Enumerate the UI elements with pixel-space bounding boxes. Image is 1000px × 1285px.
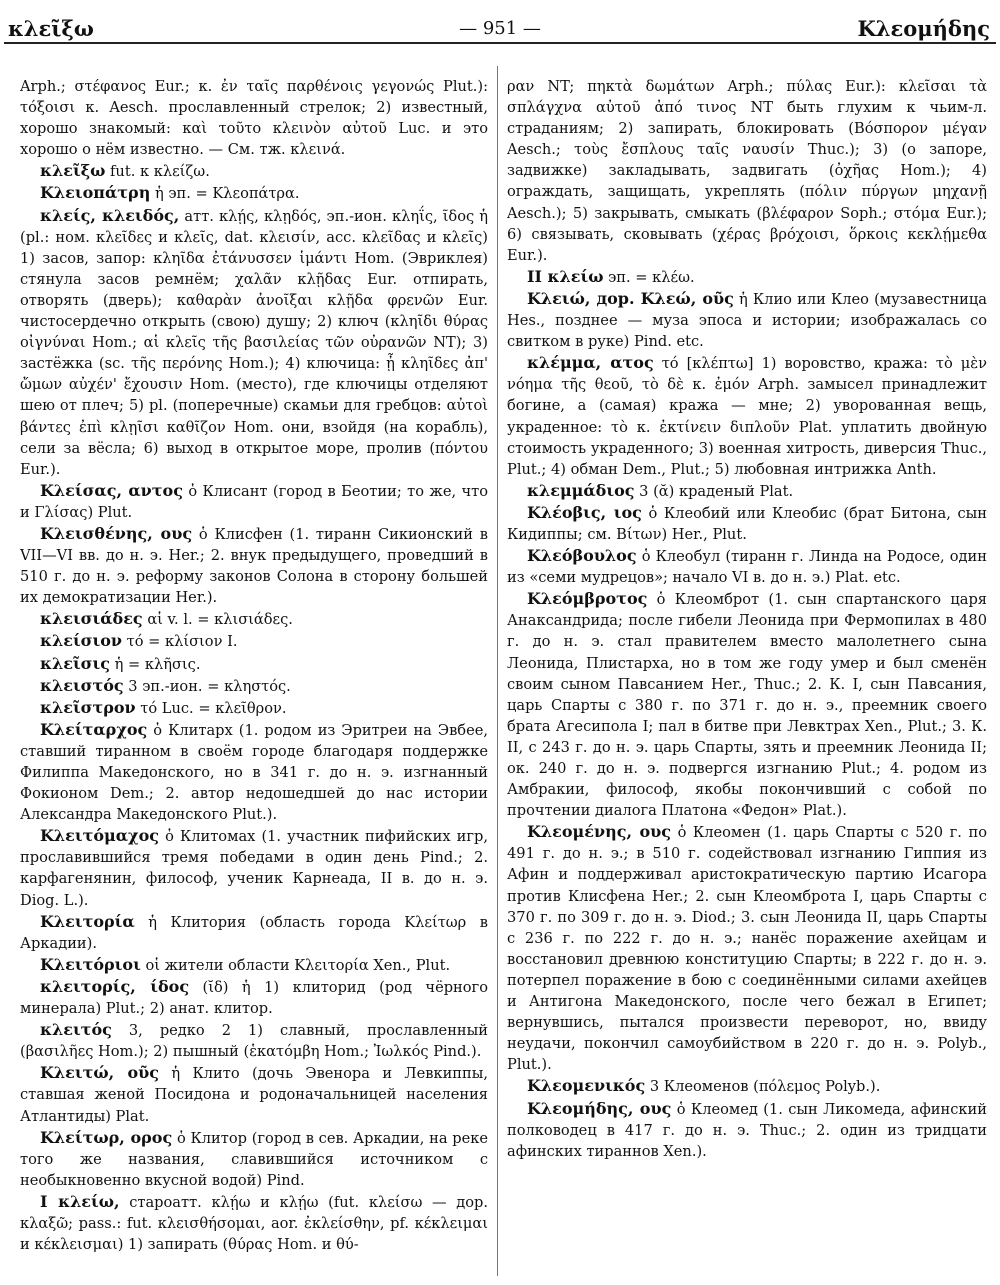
entry-text: ὁ Клитарх (1. родом из Эритреи на Эвбее, ставший тиранном в своём городе благодаря поддержке Филиппа Македонского, но в 341 г. до н. э. изгнанный Фокионом Dem.; 2. автор недошедшей до нас истории Александра Македонского Plut.). xyxy=(20,721,488,824)
entry-text: fut. к κλείζω. xyxy=(110,163,210,181)
entry-headword: Κλειτόμαχος xyxy=(40,826,159,846)
dictionary-entry xyxy=(20,675,488,697)
dictionary-entry xyxy=(20,825,488,910)
entry-headword: Κλεόβουλος xyxy=(527,546,637,566)
dictionary-entry xyxy=(20,1127,488,1191)
dictionary-entry xyxy=(507,76,987,266)
dictionary-entry xyxy=(20,182,488,204)
entry-text: ὁ Клисант (город в Беотии; то же, что и Γλίσας) Plut. xyxy=(20,482,488,521)
entry-headword: Κλείταρχος xyxy=(40,719,148,739)
dictionary-entry xyxy=(507,352,987,480)
dictionary-entry xyxy=(507,288,987,352)
left-column xyxy=(20,76,488,1276)
entry-text: τό [κλέπτω] 1) воровство, кража: τὸ μὲν νόημα τῆς θεοῦ, τὸ δὲ κ. ἐμόν Arph. замысел принадлежит богине, а (самая) кража — мне; 2) уворованная вещь, украденное: τὸ κ. ἐκτίνειν διπλοῦν Plat. уплатить двойную стоимость украденного; 3) военная хитрость, диверсия Thuc., Plut.; 4) обман Dem., Plut.; 5) любовная интрижка Anth. xyxy=(507,355,987,478)
dictionary-entry xyxy=(20,480,488,523)
entry-text: οἱ жители области Κλειτορία Xen., Plut. xyxy=(145,956,451,974)
entry-headword: Κλεόμβροτος xyxy=(527,589,648,609)
page-number: — 951 — xyxy=(459,18,541,39)
entry-headword: Κλείτωρ, ορος xyxy=(40,1127,173,1147)
dictionary-entry xyxy=(20,523,488,608)
entry-headword: Κλειοπάτρη xyxy=(40,183,151,203)
dictionary-entry xyxy=(20,1019,488,1062)
entry-text: эп. = κλέω. xyxy=(608,268,695,286)
entry-headword: κλεῖξω xyxy=(40,161,106,181)
entry-headword: κλεῖσις xyxy=(40,653,110,673)
entry-text: ὁ Клисфен (1. тиранн Сикионский в VII—VI вв. до н. э. Her.; 2. внук предыдущего, проведший в 510 г. до н. э. реформу законов Солона в сторону большей их демократизации Her.). xyxy=(20,525,488,607)
dictionary-entry xyxy=(20,954,488,976)
entry-text: атт. κλῄς, κλῃδός, эп.-ион. κληΐς, ῖδος ἡ (pl.: ном. κλεῖδες и κλεῖς, dat. κλεισίν, acc. κλεῖδας и κλεῖς) 1) засов, запор: κληῖδα ἐτάνυσσεν ἱμάντι Hom. (Эвриклея) стянула засов ремнём; χαλᾶν κλῇδας Eur. отпирать, отворять (дверь); καθαρὰν ἀνοῖξαι κλῇδα φρενῶν Eur. чистосердечно открыть (свою) душу; 2) ключ (κληῖδι θύρας οἰγνύναι Hom.; αἱ κλεῖς τῆς βασιλείας τῶν οὐρανῶν NT); 3) застёжка (sc. τῆς περόνης Hom.); 4) ключица: ᾗ κληῖδες ἀπ' ὤμων αὐχέν' ἔχουσιν Hom. (место), где ключицы отделяют шею от плеч; 5) pl. (поперечные) скамьи для гребцов: αὐτοὶ βάντες ἐπὶ κλῃῖσι καθῖζον Hom. они, взойдя (на корабль), сели за вёсла; 6) выход в открытое море, пролив (πόντου Eur.). xyxy=(20,207,488,478)
entry-text: (ῐδ) ἡ 1) клиторид (род чёрного минерала) Plut.; 2) анат. клитор. xyxy=(20,978,488,1018)
entry-headword: Κλεομενικός xyxy=(527,1076,646,1096)
dictionary-entry xyxy=(507,545,987,588)
header-rule xyxy=(4,42,996,44)
entry-text: ὁ Клитомах (1. участник пифийских игр, прославившийся тремя победами в один день Pind.; 2. карфагенянин, философ, ученик Карнеада, II в. до н. э. Diog. L.). xyxy=(20,828,488,909)
dictionary-entry xyxy=(20,697,488,719)
dictionary-entry xyxy=(20,630,488,652)
dictionary-entry xyxy=(20,653,488,675)
entry-headword: Κλεισθένης, ους xyxy=(40,523,193,543)
entry-headword: Κλειώ, дор. Κλεώ, οῦς xyxy=(527,288,734,308)
entry-text: ὁ Клеобий или Клеобис (брат Битона, сын Кидиппы; см. Βίτων) Her., Plut. xyxy=(507,504,987,543)
entry-text: староатт. κλῄω и κλῄω (fut. κλείσω — дор. κλαξῶ; pass.: fut. κλεισθήσομαι, aor. ἐκλείσθην, pf. κέκλειμαι и κέκλεισμαι) 1) запирать (θύρας Hom. и θύ- xyxy=(20,1193,488,1254)
right-column xyxy=(507,76,987,1276)
dictionary-entry xyxy=(20,1062,488,1126)
dictionary-entry xyxy=(20,205,488,480)
entry-text: 3 эп.-ион. = κληστός. xyxy=(128,677,291,695)
entry-text: τό Luc. = κλεῖθρον. xyxy=(140,699,287,717)
entry-headword: κλείς, κλειδός, xyxy=(40,205,180,225)
entry-headword: I κλείω, xyxy=(40,1191,120,1211)
dictionary-entry xyxy=(20,608,488,630)
dictionary-entry xyxy=(507,480,987,502)
running-head-left: κλεῖξω xyxy=(8,16,94,41)
running-head-right: Κλεομήδης xyxy=(857,16,990,41)
entry-headword: κλεισιάδες xyxy=(40,609,143,629)
entry-text: ἡ Клито (дочь Эвенора и Левкиппы, ставшая женой Посидона и родоначальницей населения Атлантиды) Plat. xyxy=(20,1065,488,1125)
entry-text: 3 (ᾰ) краденый Plat. xyxy=(639,482,794,500)
entry-headword: κλειστός xyxy=(40,675,124,695)
entry-text: αἱ v. l. = κλισιάδες. xyxy=(147,611,293,629)
entry-text: ἡ эп. = Κλεοπάτρα. xyxy=(154,185,300,203)
entry-text: ὁ Клеомброт (1. сын спартанского царя Анаксандрида; после гибели Леонида при Фермопилах в 480 г. до н. э. стал правителем вместо малолетнего сына Леонида, Плистарха, но в том же году умер и был сменён своим сыном Павсанием Her., Thuc.; 2. К. I, сын Павсания, царь Спарты с 380 г. по 371 г. до н. э., преемник своего брата Агесипола I; пал в битве при Левктрах Xen., Plut.; 3. К. II, с 243 г. до н. э. царь Спарты, зять и преемник Леонида II; ок. 240 г. до н. э. подвергся изгнанию Plut.; 4. родом из Амбракии, философ, якобы покончивший с собой по прочтении диалога Платона «Федон» Plat.). xyxy=(507,591,987,820)
entry-text: ραν NT; πηκτὰ δωμάτων Arph.; πύλας Eur.): κλεῖσαι τὰ σπλάγχνα αὐτοῦ ἀπό τινος NT быть глухим к чьим-л. страданиям; 2) запирать, блокировать (Βόσπορον μέγαν Aesch.; τοὺς ἔσπλους ταῖς ναυσίν Thuc.); 3) (о запоре, задвижке) закладывать, задвигать (ὀχῆας Hom.); 4) ограждать, защищать, укреплять (πόλιν πύργων μηχανῇ Aesch.); 5) закрывать, смыкать (βλέφαρον Soph.; στόμα Eur.); 6) связывать, сковывать (χέρας βρόχοισι, ὅρκοις κεκλῄμεθα Eur.). xyxy=(507,78,987,264)
entry-text: 3 Клеоменов (πόλεμος Polyb.). xyxy=(649,1078,881,1096)
dictionary-entry xyxy=(20,719,488,825)
entry-text: ἡ Клио или Клео (музавестница Hes., позднее — муза эпоса и истории; изображалась со свитком в руке) Pind. etc. xyxy=(507,290,987,351)
entry-headword: Κλειτορία xyxy=(40,911,135,931)
entry-text: ἡ Клитория (область города Κλείτωρ в Аркадии). xyxy=(20,913,488,952)
entry-headword: Κλειτώ, οῦς xyxy=(40,1063,159,1083)
dictionary-entry xyxy=(20,76,488,160)
entry-text: ὁ Клеобул (тиранн г. Линда на Родосе, один из «семи мудрецов»; начало VI в. до н. э.) Plat. etc. xyxy=(507,548,987,587)
entry-headword: κλειτορίς, ίδος xyxy=(40,976,190,996)
dictionary-entry xyxy=(507,502,987,545)
entry-headword: II κλείω xyxy=(527,266,604,286)
dictionary-entry xyxy=(20,160,488,182)
entry-headword: Κλειτόριοι xyxy=(40,954,141,974)
entry-headword: κλεῖστρον xyxy=(40,697,136,717)
entry-headword: Κλεομένης, ους xyxy=(527,822,672,842)
dictionary-entry xyxy=(507,266,987,288)
dictionary-entry xyxy=(507,1098,987,1162)
dictionary-entry xyxy=(507,588,987,821)
entry-text: ὁ Клитор (город в сев. Аркадии, на реке того же названия, славившийся источником с необыкновенно вкусной водой) Pind. xyxy=(20,1129,488,1189)
entry-text: τό = κλίσιον I. xyxy=(126,633,238,651)
entry-text: ἡ = κλῆσις. xyxy=(114,655,201,673)
entry-text: ὁ Клеомен (1. царь Спарты с 520 г. по 491 г. до н. э.; в 510 г. содействовал изгнанию Гиппия из Афин и поддерживал аристократическую партию Исагора против Клисфена Her.; 2. сын Клеомброта I, царь Спарты с 370 г. по 309 г. до н. э. Diod.; 3. сын Леонида II, царь Спарты с 236 г. по 222 г. до н. э.; нанёс поражение ахейцам и восстановил древнюю конституцию Спарты; в 222 г. до н. э. потерпел поражение в бою с соединёнными силами ахейцев и Антигона Македонского, после чего бежал в Египет; вернувшись, пытался произвести переворот, но, ввиду неудачи, покончил самоубийством в 220 г. до н. э. Polyb., Plut.). xyxy=(507,824,987,1074)
entry-headword: κλέμμα, ατος xyxy=(527,353,654,373)
entry-headword: Κλείσας, αντος xyxy=(40,480,183,500)
entry-headword: κλεμμάδιος xyxy=(527,480,635,500)
entry-headword: Κλεομήδης, ους xyxy=(527,1098,672,1118)
page-header xyxy=(0,10,1000,44)
entry-text: 3, редко 2 1) славный, прославленный (βασιλῆες Hom.); 2) пышный (ἑκατόμβη Hom.; Ἰωλκός Pind.). xyxy=(20,1022,488,1061)
column-divider xyxy=(497,66,498,1276)
dictionary-entry xyxy=(20,911,488,954)
dictionary-entry xyxy=(507,1075,987,1097)
entry-text: Arph.; στέφανος Eur.; κ. ἐν ταῖς παρθένοις γεγονώς Plut.): τόξοισι κ. Aesch. прославленный стрелок; 2) известный, хорошо знакомый: καὶ τοῦτο κλεινὸν αὐτοῦ Luc. и это хорошо о нём известно. — См. тж. κλεινά. xyxy=(20,78,488,159)
entry-headword: κλείσιον xyxy=(40,631,122,651)
entry-headword: Κλέοβις, ιος xyxy=(527,502,642,522)
dictionary-entry xyxy=(20,1191,488,1255)
dictionary-entry xyxy=(507,821,987,1075)
entry-text: ὁ Клеомед (1. сын Ликомеда, афинский полководец в 417 г. до н. э. Thuc.; 2. один из тридцати афинских тираннов Xen.). xyxy=(507,1100,987,1160)
dictionary-entry xyxy=(20,976,488,1019)
entry-headword: κλειτός xyxy=(40,1020,112,1040)
